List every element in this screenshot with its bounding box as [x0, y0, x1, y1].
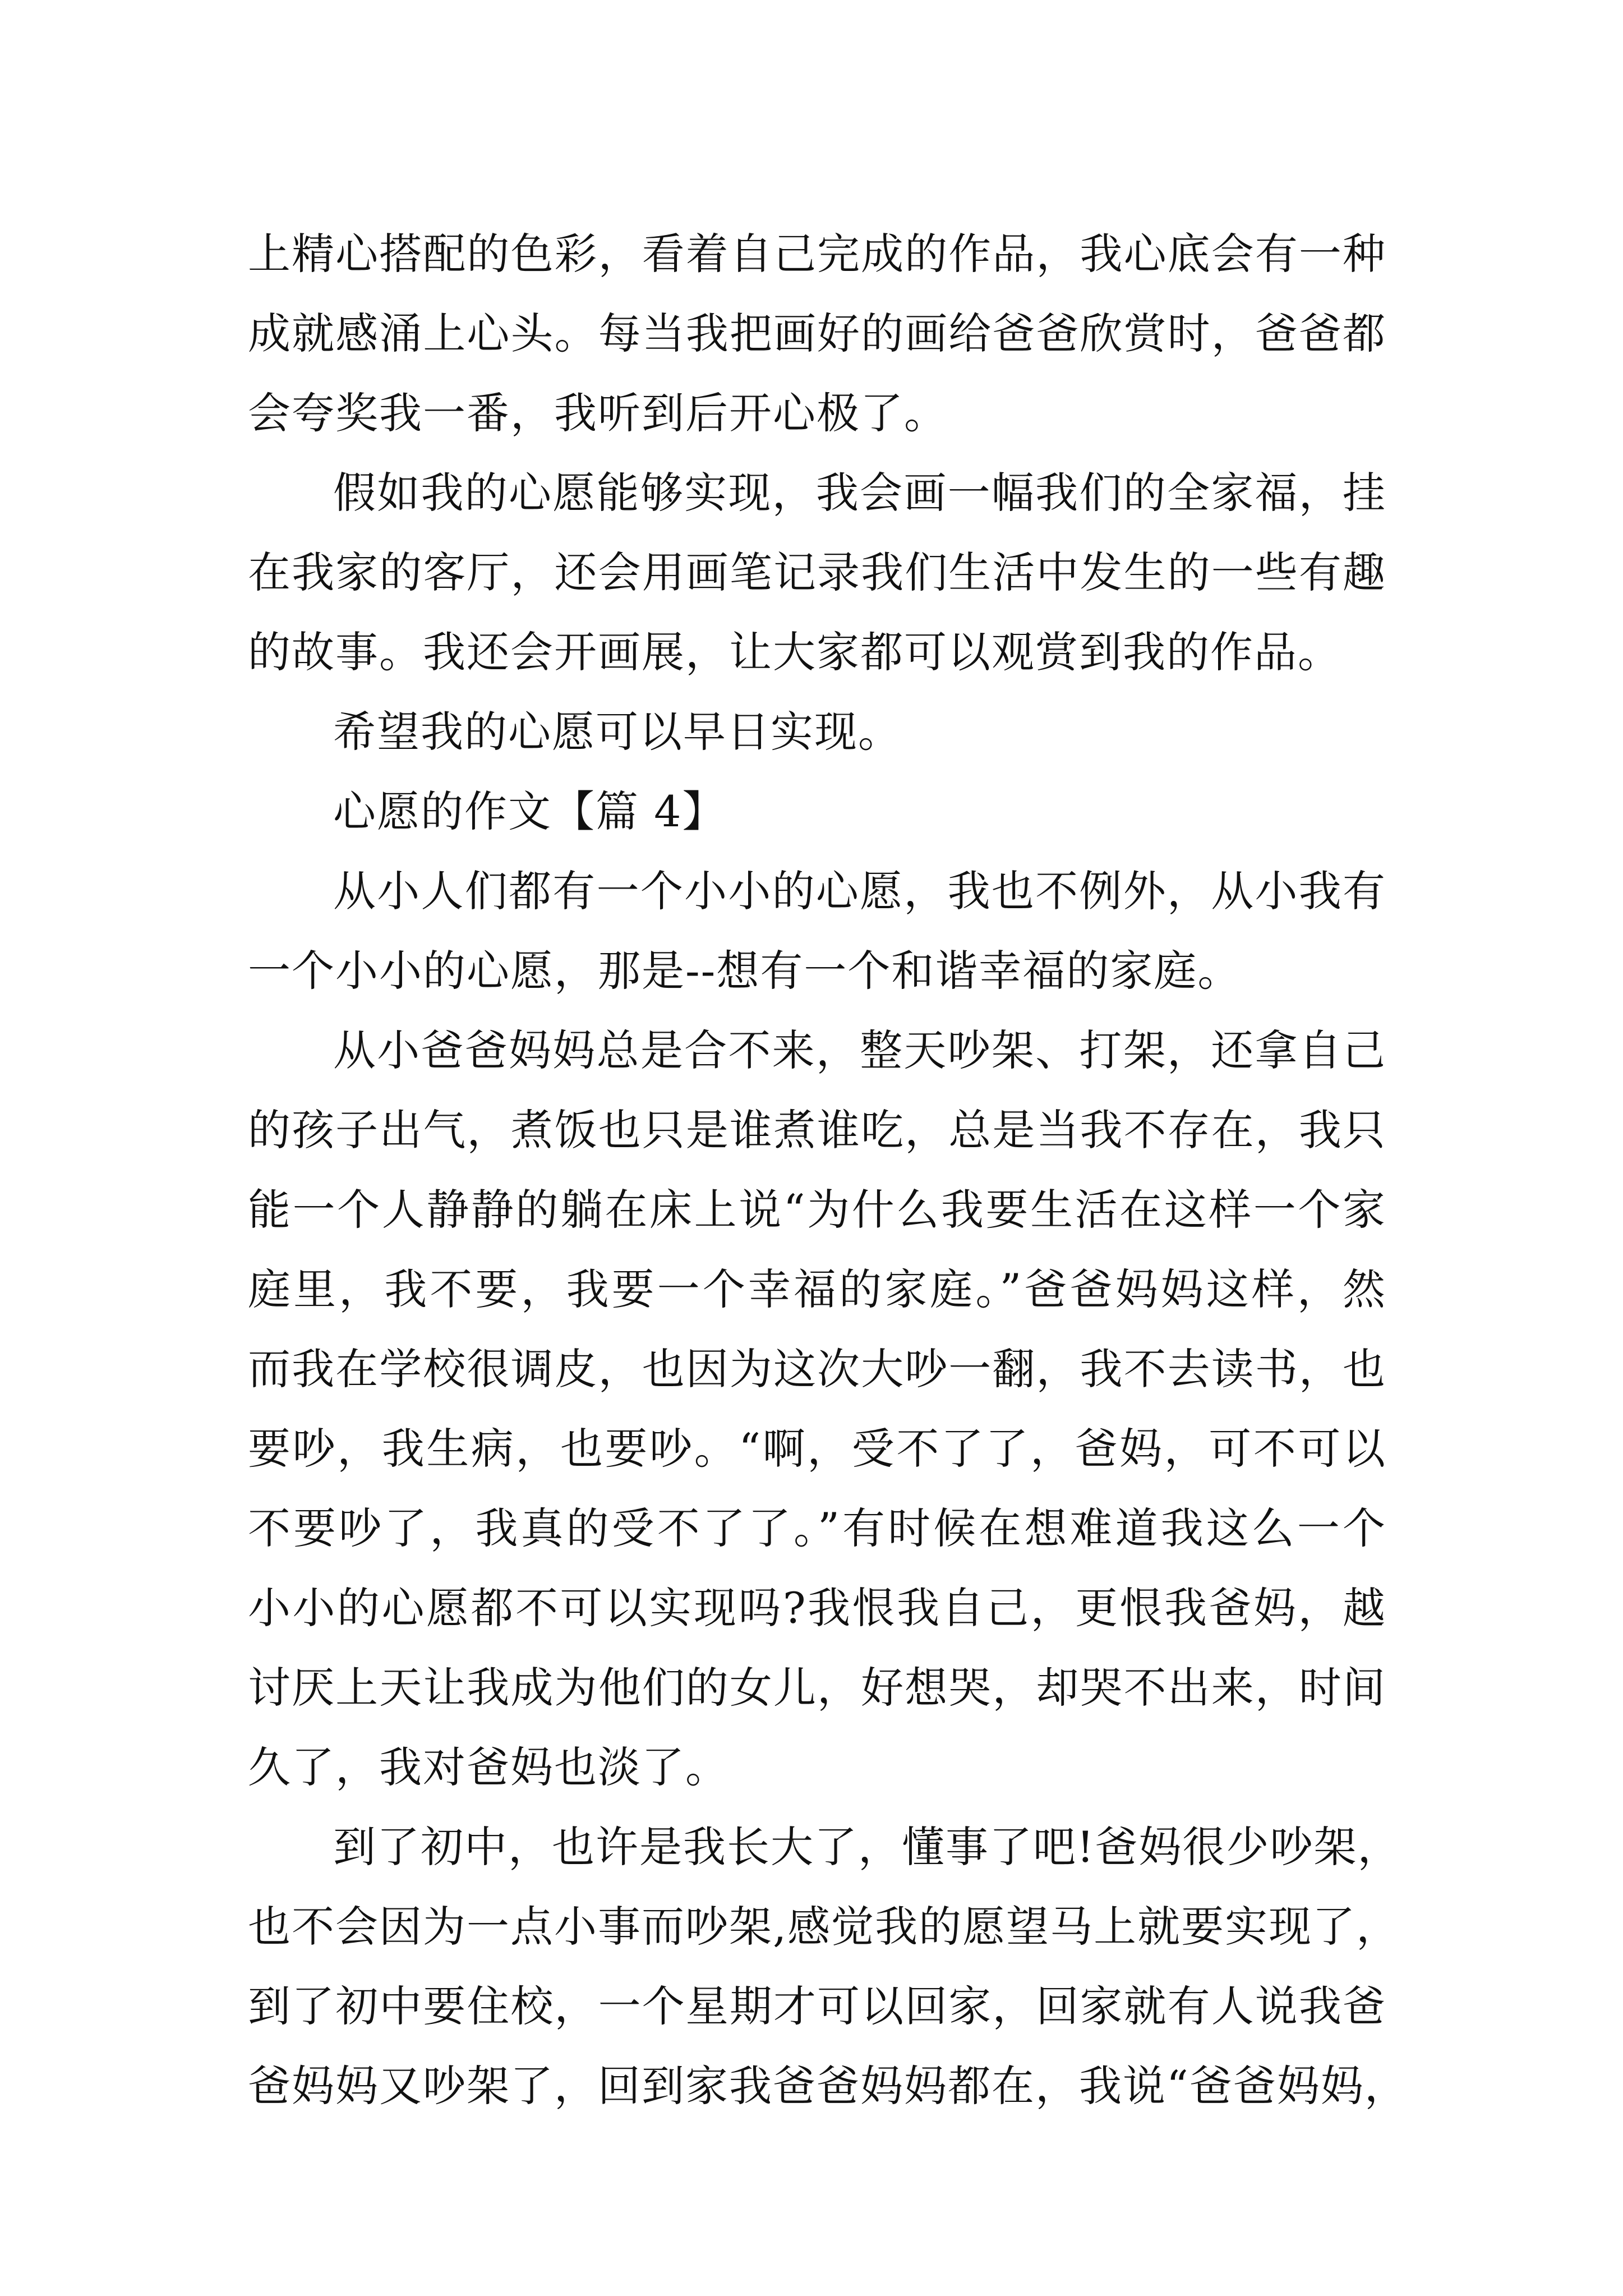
text-line: 会夸奖我一番，我听到后开心极了。 [248, 388, 948, 438]
text-line: 不要吵了，我真的受不了了。”有时候在想难道我这么一个 [248, 1503, 1386, 1553]
paragraph-first-line: 从小人们都有一个小小的心愿，我也不例外，从小我有 [333, 866, 1386, 916]
text-line: 而我在学校很调皮，也因为这次大吵一翻，我不去读书，也 [248, 1344, 1386, 1394]
text-line: 到了初中要住校，一个星期才可以回家，回家就有人说我爸 [248, 1981, 1386, 2031]
paragraph-first-line: 假如我的心愿能够实现，我会画一幅我们的全家福，挂 [333, 468, 1386, 518]
text-line: 一个小小的心愿，那是--想有一个和谐幸福的家庭。 [248, 946, 1242, 996]
text-line: 的故事。我还会开画展，让大家都可以观赏到我的作品。 [248, 627, 1341, 677]
text-line: 能一个人静静的躺在床上说“为什么我要生活在这样一个家 [248, 1185, 1386, 1235]
essay-body [248, 214, 1408, 2126]
text-line: 庭里，我不要，我要一个幸福的家庭。”爸爸妈妈这样，然 [248, 1264, 1386, 1314]
text-line: 也不会因为一点小事而吵架,感觉我的愿望马上就要实现了， [248, 1902, 1400, 1952]
text-line: 要吵，我生病，也要吵。“啊，受不了了，爸妈，可不可以 [248, 1424, 1386, 1474]
paragraph-first-line: 到了初中，也许是我长大了，懂事了吧!爸妈很少吵架， [333, 1822, 1401, 1872]
text-line: 在我家的客厅，还会用画笔记录我们生活中发生的一些有趣 [248, 547, 1386, 597]
text-line: 的孩子出气，煮饭也只是谁煮谁吃，总是当我不存在，我只 [248, 1105, 1386, 1155]
text-line: 小小的心愿都不可以实现吗?我恨我自己，更恨我爸妈，越 [248, 1583, 1386, 1633]
text-line: 上精心搭配的色彩，看着自己完成的作品，我心底会有一种 [248, 229, 1386, 279]
text-line: 久了，我对爸妈也淡了。 [248, 1742, 729, 1792]
paragraph-first-line: 希望我的心愿可以早日实现。 [333, 707, 902, 757]
text-line: 成就感涌上心头。每当我把画好的画给爸爸欣赏时，爸爸都 [248, 309, 1386, 358]
paragraph-first-line: 从小爸爸妈妈总是合不来，整天吵架、打架，还拿自己 [333, 1025, 1386, 1075]
paragraph-first-line: 心愿的作文【篇 4】 [333, 786, 726, 836]
text-line: 爸妈妈又吵架了，回到家我爸爸妈妈都在，我说“爸爸妈妈， [248, 2061, 1408, 2111]
text-line: 讨厌上天让我成为他们的女儿，好想哭，却哭不出来，时间 [248, 1663, 1386, 1713]
